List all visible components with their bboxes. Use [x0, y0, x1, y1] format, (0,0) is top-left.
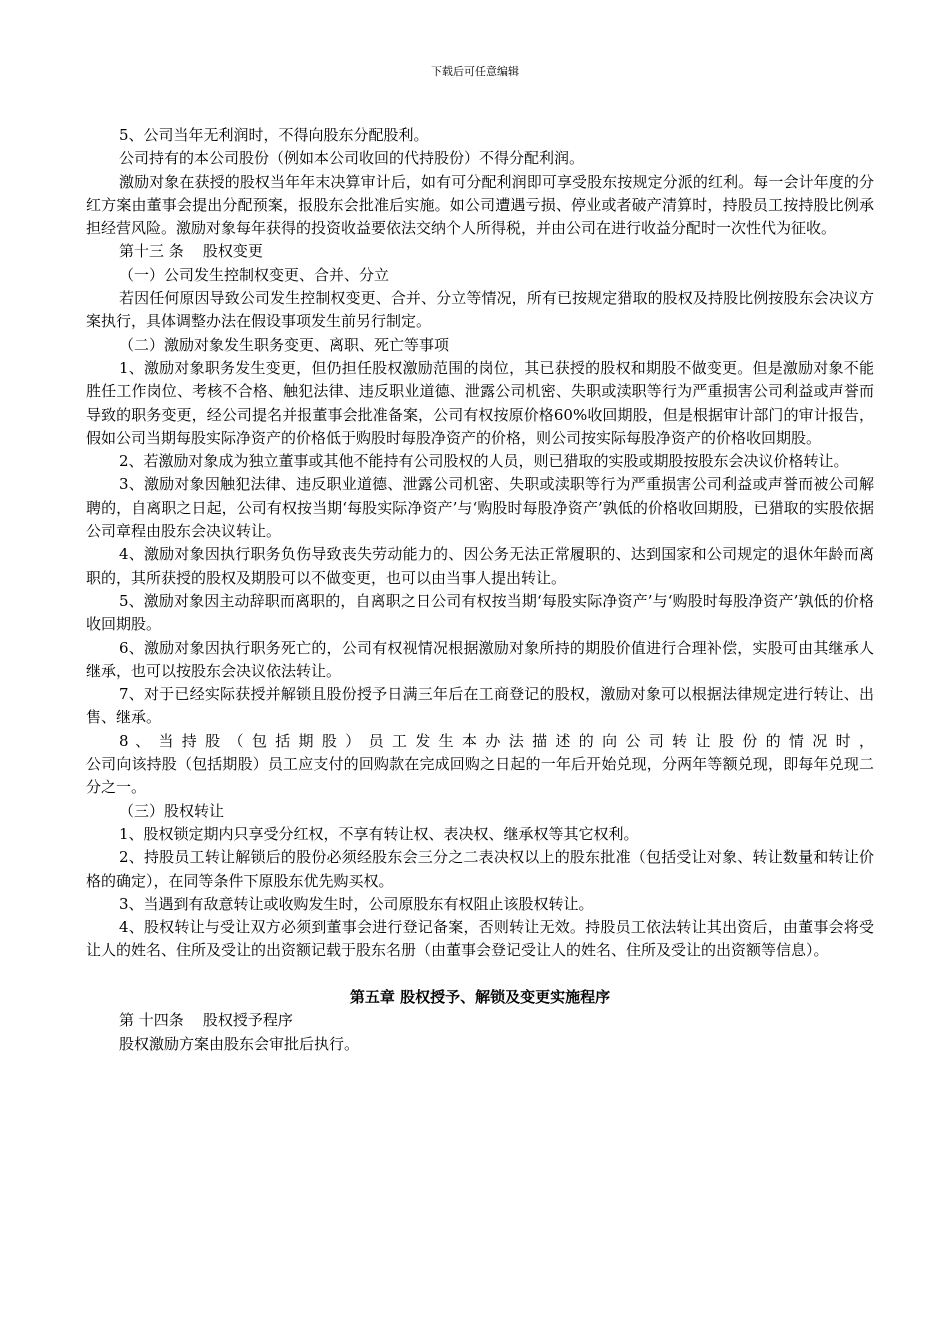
paragraph-item-5: 5、激励对象因主动辞职而离职的，自离职之日公司有权按当期‘每股实际净资产’与‘购股时每股净资产’孰低的价格收回期股。 — [86, 591, 874, 634]
paragraph-transfer-4: 4、股权转让与受让双方必须到董事会进行登记备案，否则转让无效。持股员工依法转让其出资后，由董事会将受让人的姓名、住所及受让的出资额记载于股东名册（由董事会登记受让人的姓名、住所及受让的出资额等信息）。 — [86, 918, 874, 960]
paragraph-transfer-1: 1、股权锁定期内只享受分红权，不享有转让权、表决权、继承权等其它权利。 — [119, 824, 639, 843]
paragraph-item-8-continued: 公司向该持股（包括期股）员工应支付的回购款在完成回购之日起的一年后开始兑现，分两年等额兑现，即每年兑现二分之一。 — [86, 755, 874, 797]
subsection-3-heading: （三）股权转让 — [119, 801, 225, 820]
paragraph-treasury-shares: 公司持有的本公司股份（例如本公司收回的代持股份）不得分配利润。 — [119, 149, 585, 168]
paragraph-item-2: 2、若激励对象成为独立董事或其他不能持有公司股权的人员，则已猎取的实股或期股按股东会决议价格转让。 — [119, 452, 849, 471]
article-13-heading: 第十三 条 股权变更 — [119, 242, 263, 261]
paragraph-item-8-line-1: 8 、 当 持 股 （ 包 括 期 股 ） 员 工 发 生 本 办 法 描 述 的 向 公 司 转 让 股 份 的 情 况 时 ， — [119, 731, 874, 750]
paragraph-item-1: 1、激励对象职务发生变更，但仍担任股权激励范围的岗位，其已获授的股权和期股不做变更。但是激励对象不能胜任工作岗位、考核不合格、触犯法律、违反职业道德、泄露公司机密、失职或渎职等行为严重损害公司利益或声誉而导致的职务变更，经公司提名并报董事会批准备案，公司有权按原价格60%收回期股，但是根据审计部门的审计报告，假如公司当期每股实际净资产的价格低于购股时每股净资产的价格，则公司按实际每股净资产的价格收回期股。 — [86, 358, 874, 447]
article-14-heading: 第 十四条 股权授予程序 — [119, 1011, 293, 1030]
chapter-5-title: 第五章 股权授予、解锁及变更实施程序 — [349, 987, 611, 1006]
paragraph-control-change: 若因任何原因导致公司发生控制权变更、合并、分立等情况，所有已按规定猎取的股权及持股比例按股东会决议方案执行，具体调整办法在假设事项发生前另行制定。 — [86, 289, 874, 331]
paragraph-approval: 股权激励方案由股东会审批后执行。 — [119, 1034, 360, 1053]
paragraph-item-7: 7、对于已经实际获授并解锁且股份授予日满三年后在工商登记的股权，激励对象可以根据法律规定进行转让、出售、继承。 — [86, 685, 874, 727]
paragraph-item-3: 3、激励对象因触犯法律、违反职业道德、泄露公司机密、失职或渎职等行为严重损害公司利益或声誉而被公司解聘的，自离职之日起，公司有权按当期‘每股实际净资产’与‘购股时每股净资产’孰低的价格收回期股，已猎取的实股依据公司章程由股东会决议转让。 — [86, 475, 874, 541]
paragraph-item-6: 6、激励对象因执行职务死亡的，公司有权视情况根据激励对象所持的期股价值进行合理补偿，实股可由其继承人继承，也可以按股东会决议依法转让。 — [86, 638, 874, 680]
paragraph-dividend-rule-5: 5、公司当年无利润时，不得向股东分配股利。 — [119, 126, 429, 144]
page-header: 下载后可任意编辑 — [431, 65, 519, 78]
subsection-2-heading: （二）激励对象发生职务变更、离职、死亡等事项 — [119, 335, 450, 354]
paragraph-item-4: 4、激励对象因执行职务负伤导致丧失劳动能力的、因公务无法正常履职的、达到国家和公司规定的退休年龄而离职的，其所获授的股权及期股可以不做变更，也可以由当事人提出转让。 — [86, 545, 874, 587]
paragraph-transfer-3: 3、当遇到有敌意转让或收购发生时，公司原股东有权阻止该股权转让。 — [119, 894, 594, 913]
paragraph-transfer-2: 2、持股员工转让解锁后的股份必须经股东会三分之二表决权以上的股东批准（包括受让对象、转让数量和转让价格的确定），在同等条件下原股东优先购买权。 — [86, 848, 874, 890]
paragraph-dividend-entitlement: 激励对象在获授的股权当年年末决算审计后，如有可分配利润即可享受股东按规定分派的红利。每一会计年度的分红方案由董事会提出分配预案，报股东会批准后实施。如公司遭遇亏损、停业或者破产清算时，持股员工按持股比例承担经营风险。激励对象每年获得的投资收益要依法交纳个人所得税，并由公司在进行收益分配时一次性代为征收。 — [86, 172, 874, 238]
document-body — [86, 124, 874, 1056]
subsection-1-heading: （一）公司发生控制权变更、合并、分立 — [119, 265, 390, 284]
